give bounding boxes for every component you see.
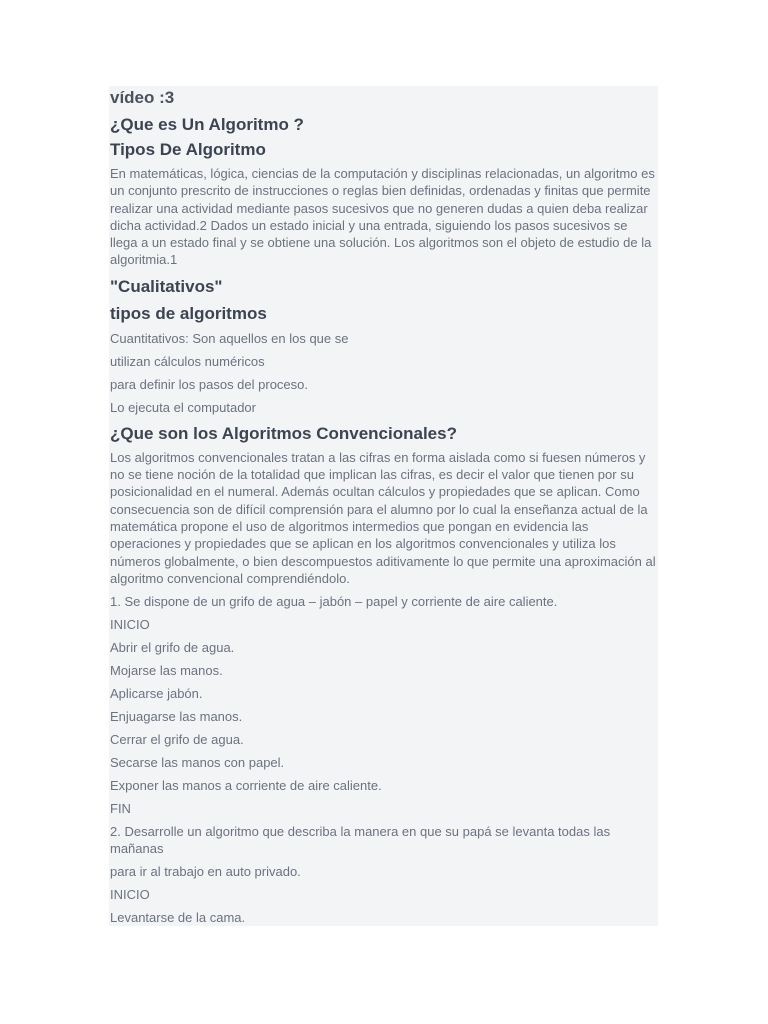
step-line: Exponer las manos a corriente de aire caliente. — [110, 778, 382, 794]
step-line: Aplicarse jabón. — [110, 686, 203, 702]
step-line: Mojarse las manos. — [110, 663, 223, 679]
step-line: Enjuagarse las manos. — [110, 709, 243, 725]
step-line: para ir al trabajo en auto privado. — [110, 864, 301, 880]
cuantitativos-line: Cuantitativos: Son aquellos en los que se — [110, 330, 349, 346]
tipos-heading: Tipos De Algoritmo — [110, 140, 266, 159]
step-line: 2. Desarrolle un algoritmo que describa la manera en que su papá se levanta todas las mañanas — [110, 824, 611, 857]
step-line: INICIO — [110, 887, 150, 903]
document-content — [109, 86, 658, 926]
step-line: FIN — [110, 801, 131, 817]
cuantitativos-line: Lo ejecuta el computador — [110, 399, 256, 415]
intro-paragraph: En matemáticas, lógica, ciencias de la computación y disciplinas relacionadas, un algoritmo es un conjunto prescrito de instrucciones o reglas bien definidas, ordenadas y finitas que permite realizar una actividad mediante pasos sucesivos que no generen dudas a quien deba realizar dicha actividad.2 Dados un estado inicial y una entrada, siguiendo los pasos sucesivos se llega a un estado final y se obtiene una solución. Los algoritmos son el objeto de estudio de la algoritmia.1 — [110, 166, 655, 268]
document-page — [109, 86, 658, 926]
step-line: INICIO — [110, 617, 150, 633]
convencionales-heading: ¿Que son los Algoritmos Convencionales? — [110, 423, 457, 443]
step-line: 1. Se dispone de un grifo de agua – jabón – papel y corriente de aire caliente. — [110, 594, 558, 610]
cuantitativos-line: utilizan cálculos numéricos — [110, 353, 265, 369]
tipos-lower-heading: tipos de algoritmos — [110, 303, 267, 323]
cualitativos-heading: "Cualitativos" — [110, 276, 223, 296]
step-line: Cerrar el grifo de agua. — [110, 732, 244, 748]
cuantitativos-line: para definir los pasos del proceso. — [110, 376, 309, 392]
que-es-heading: ¿Que es Un Algoritmo ? — [110, 115, 304, 134]
step-line: Secarse las manos con papel. — [110, 755, 285, 771]
convencionales-paragraph: Los algoritmos convencionales tratan a las cifras en forma aislada como si fuesen números y no se tiene noción de la totalidad que implican las cifras, es decir el valor que tienen por su posicionalidad en el numeral. Además ocultan cálculos y propiedades que se aplican. Como consecuencia son de difícil comprensión para el alumno por lo cual la enseñanza actual de la matemática propone el uso de algoritmos intermedios que pongan en evidencia las operaciones y propiedades que se aplican en los algoritmos convencionales y utiliza los números globalmente, o bien descompuestos aditivamente lo que permite una aproximación al algoritmo convencional comprendiéndolo. — [110, 449, 656, 586]
video-heading: vídeo :3 — [110, 88, 175, 107]
step-line: Abrir el grifo de agua. — [110, 640, 235, 656]
step-line: Levantarse de la cama. — [110, 910, 246, 926]
